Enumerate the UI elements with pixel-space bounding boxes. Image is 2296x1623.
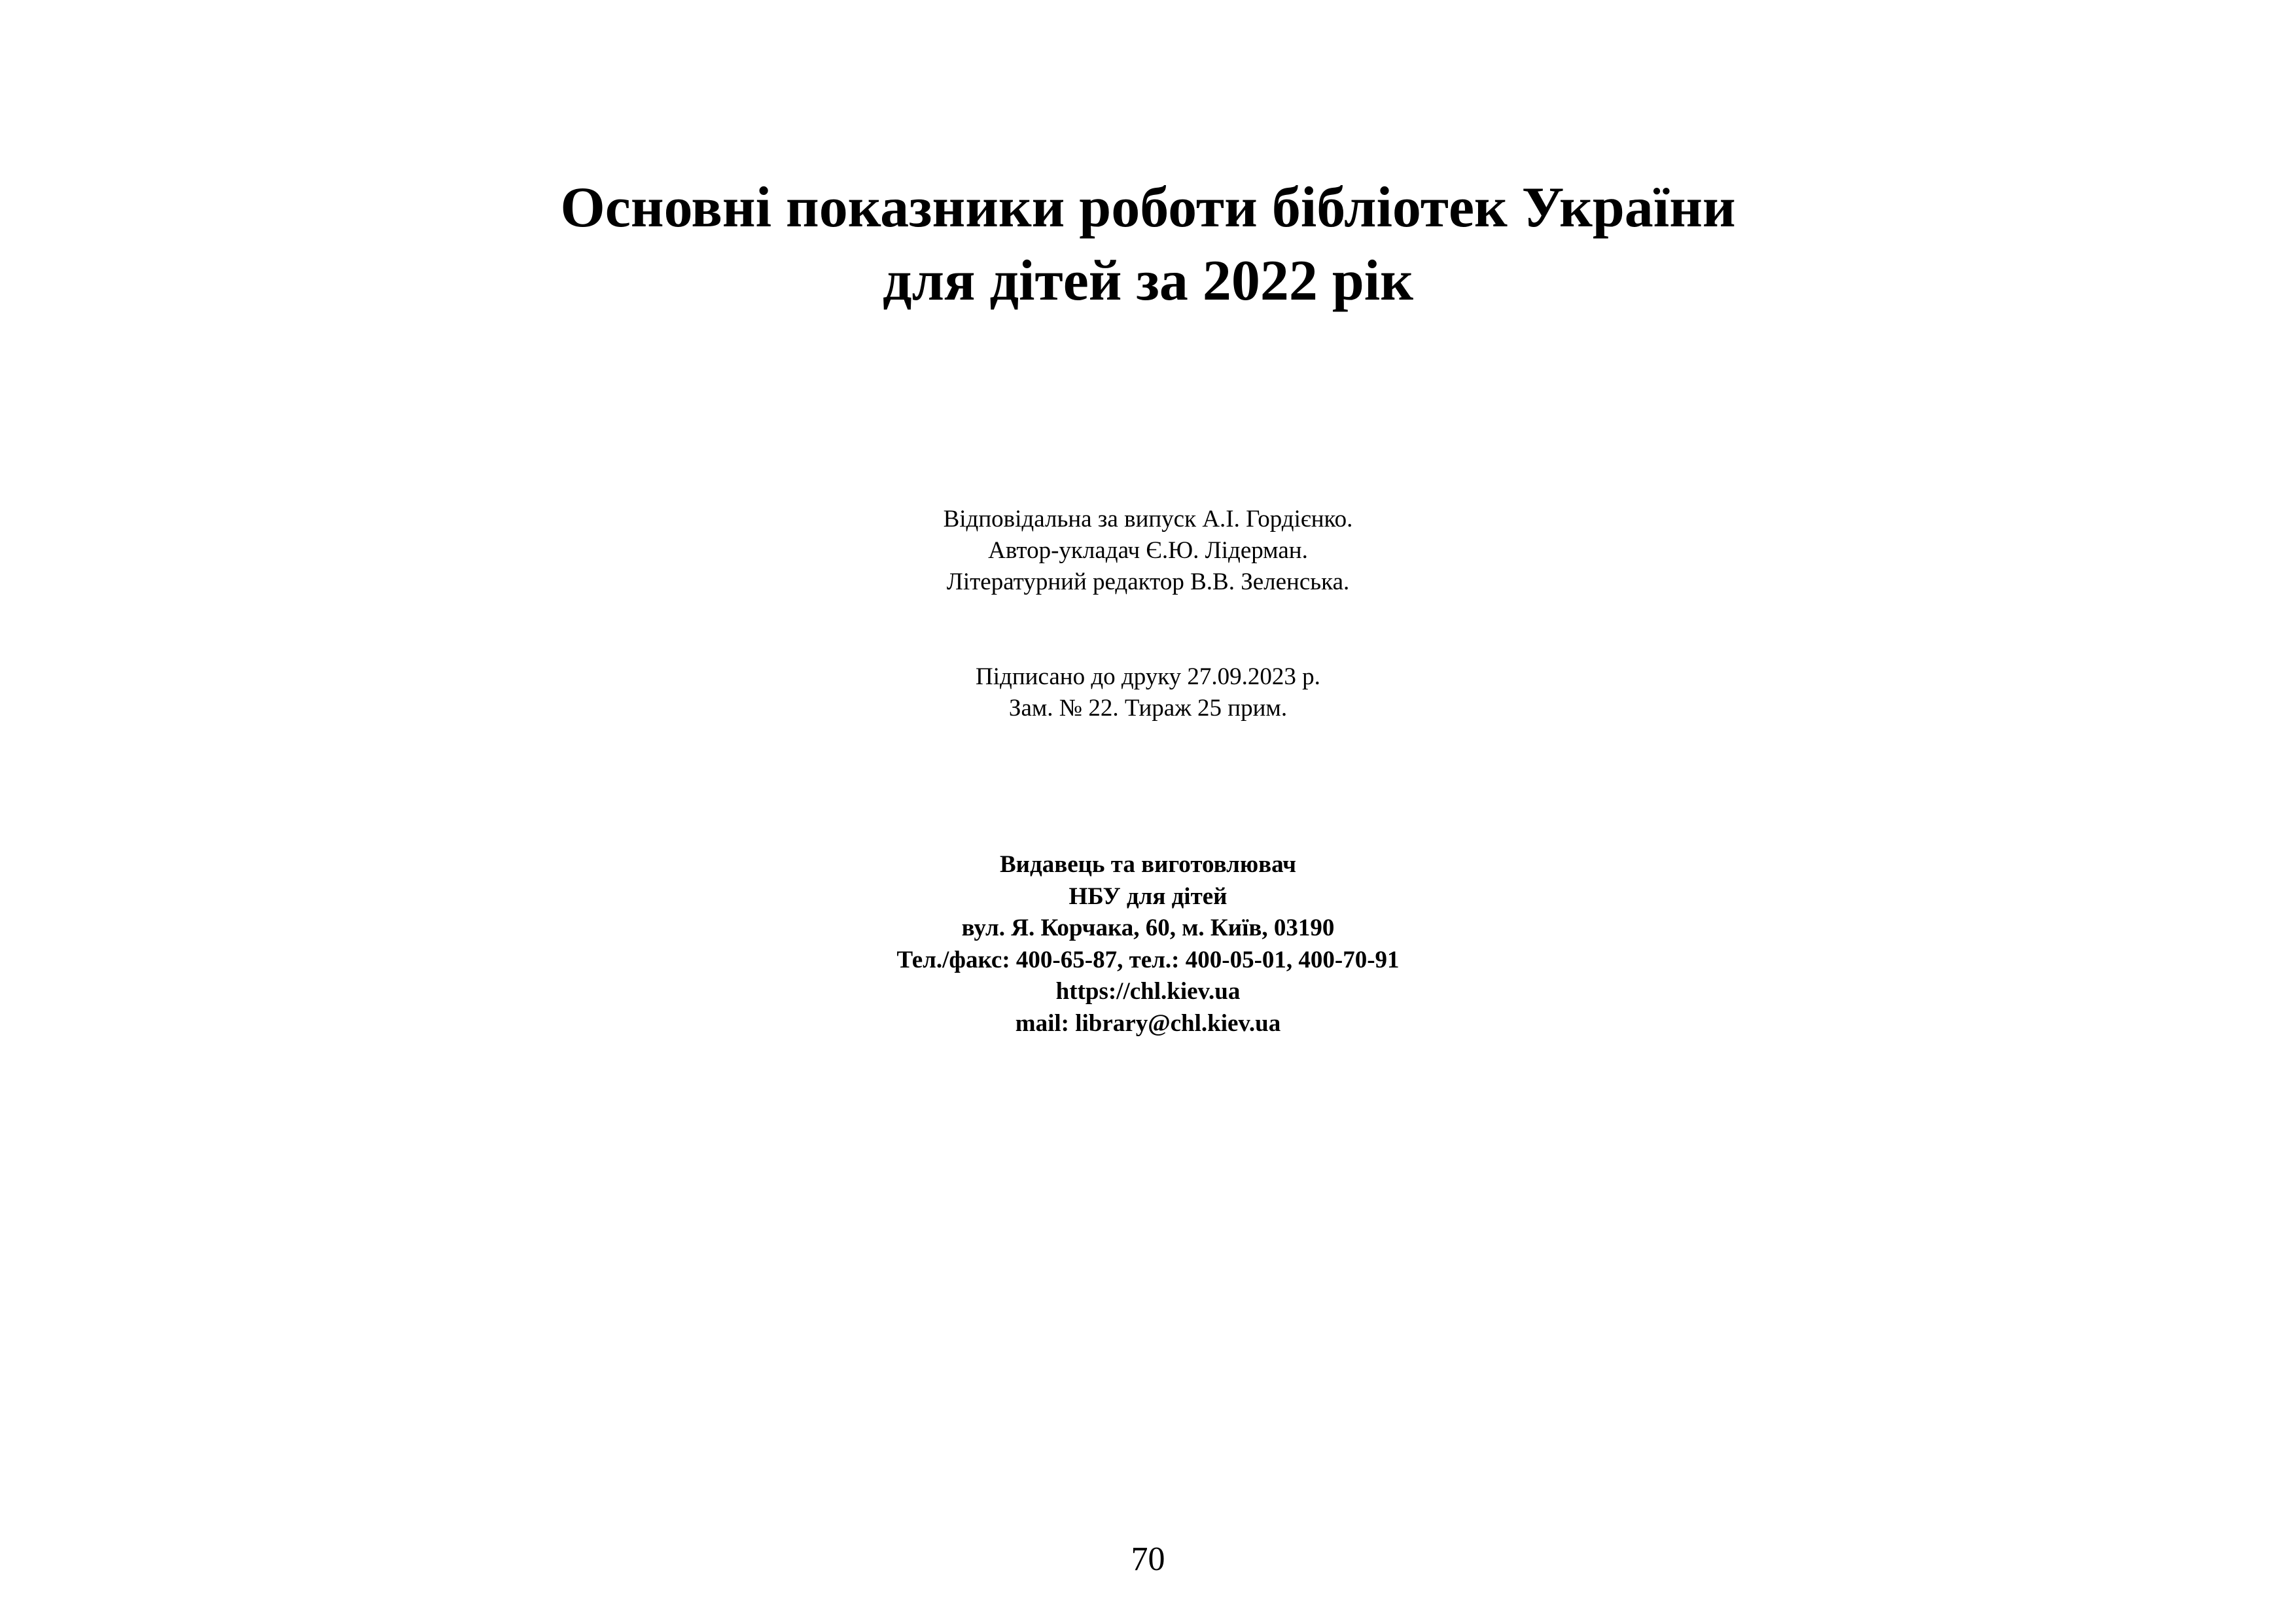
publisher-address: вул. Я. Корчака, 60, м. Київ, 03190 — [961, 915, 1335, 941]
responsible-person: Відповідальна за випуск А.І. Гордієнко. — [943, 506, 1353, 532]
title-line-1: Основні показники роботи бібліотек України — [560, 176, 1736, 239]
publisher-block — [0, 849, 2296, 1039]
print-info-block — [0, 661, 2296, 724]
compiler: Автор-укладач Є.Ю. Лідерман. — [988, 537, 1308, 564]
publisher-heading: Видавець та виготовлювач — [1000, 851, 1296, 878]
literary-editor: Літературний редактор В.В. Зеленська. — [946, 568, 1350, 595]
order-and-print-run: Зам. № 22. Тираж 25 прим. — [1008, 695, 1288, 722]
page-number: 70 — [1131, 1541, 1165, 1578]
credits-block — [0, 504, 2296, 598]
publisher-email: mail: library@chl.kiev.ua — [1015, 1009, 1281, 1037]
publisher-website: https://chl.kiev.ua — [1055, 978, 1241, 1005]
publisher-phones: Тел./факс: 400-65-87, тел.: 400-05-01, 400-70-91 — [896, 946, 1400, 973]
document-title — [0, 171, 2296, 318]
title-line-2: для дітей за 2022 рік — [883, 249, 1413, 313]
signed-for-print: Підписано до друку 27.09.2023 р. — [976, 663, 1320, 690]
publisher-name: НБУ для дітей — [1069, 882, 1227, 910]
